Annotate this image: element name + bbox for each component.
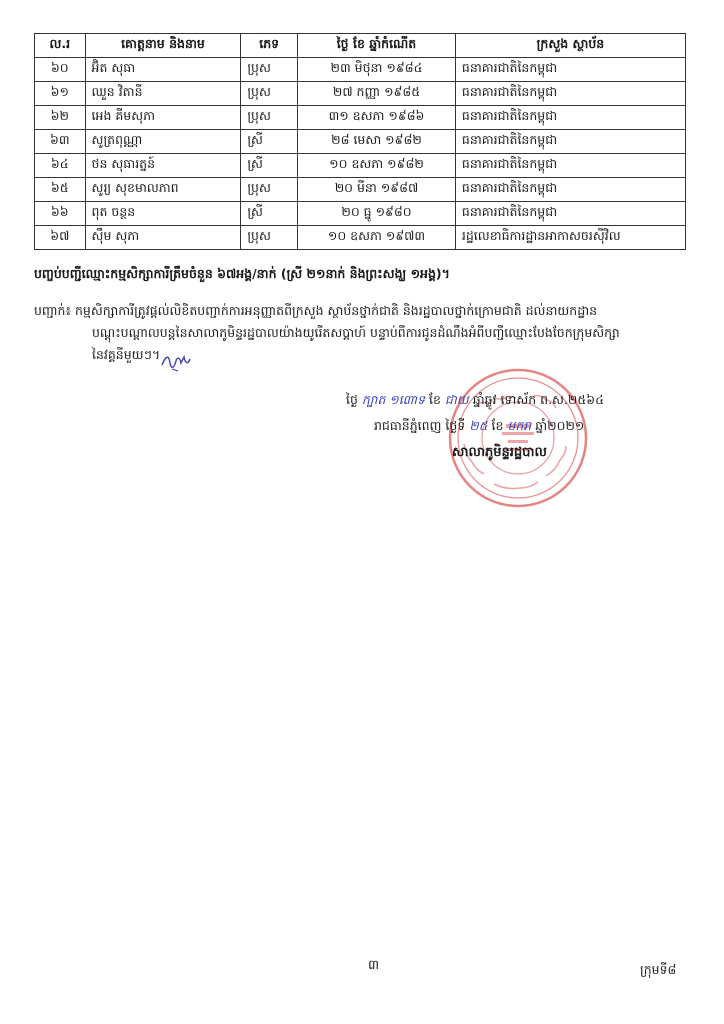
cell-dob: ២០ ធ្នូ ១៩៨០ xyxy=(298,202,456,226)
lunar-date-prefix: ថ្ងៃ xyxy=(346,392,358,407)
cell-sex: ស្រី xyxy=(241,154,298,178)
lunar-date-rest: ឆ្នាំឆ្លូវ ទោស័ក ព.ស.២៥៦៤ xyxy=(472,392,604,407)
cell-dob: ៣១ ឧសភា ១៩៨៦ xyxy=(298,106,456,130)
cell-ministry: ធនាគារជាតិនៃកម្ពុជា xyxy=(455,202,685,226)
cell-ministry: ធនាគារជាតិនៃកម្ពុជា xyxy=(455,82,685,106)
place-date-line xyxy=(374,418,584,437)
table-row xyxy=(35,58,686,82)
note-line-1 xyxy=(34,300,694,322)
table-row xyxy=(35,178,686,202)
cell-dob: ១០ ឧសភា ១៩៧៣ xyxy=(298,226,456,250)
cell-sex: ស្រី xyxy=(241,202,298,226)
lunar-day-handwritten: ក្បាត ១៣ោទ xyxy=(361,392,426,407)
cell-name: សូរ្យ សុខមាលភាព xyxy=(85,178,241,202)
cell-dob: ២៧ កញ្ញា ១៩៨៥ xyxy=(298,82,456,106)
lunar-month-handwritten: ជាយ xyxy=(444,392,469,407)
table-row xyxy=(35,226,686,250)
note-text-1: កម្មសិក្សាការីត្រូវផ្តល់លិខិតបញ្ជាក់ការអនុញ្ញាតពីក្រសួង ស្ថាប័នថ្នាក់ជាតិ និងរដ្ឋបាលថ្នាក់ក្រោមជាតិ ដល់នាយកដ្ឋាន xyxy=(74,303,598,318)
cell-dob: ២៨ មេសា ១៩៨២ xyxy=(298,130,456,154)
cell-no: ៦៧ xyxy=(35,226,86,250)
note-text-2: បណ្តុះបណ្តាលបន្តនៃសាលាភូមិន្ទរដ្ឋបាលយ៉ាងយូរើតសប្តាហ៍ បន្ទាប់ពីការជូនដំណឹងអំពីបញ្ជីឈ្មោះបែងចែកក្រុមសិក្សា xyxy=(92,325,620,340)
cell-no: ៦៦ xyxy=(35,202,86,226)
cell-sex: ប្រុស xyxy=(241,58,298,82)
header-no: ល.រ xyxy=(35,34,86,58)
cell-no: ៦២ xyxy=(35,106,86,130)
cell-no: ៦៥ xyxy=(35,178,86,202)
summary-line: បញ្ចប់បញ្ជីឈ្មោះកម្មសិក្សាការីត្រឹមចំនួន ៦៧អង្គ/នាក់ (ស្រី ២១នាក់ និងព្រះសង្ឃ ១អង្គ)។ xyxy=(34,266,450,281)
note-label: បញ្ជាក់៖ xyxy=(34,303,71,318)
cell-dob: ២០ មីនា ១៩៨៧ xyxy=(298,178,456,202)
note-text-3: នៃវគ្គនីមួយៗ។ xyxy=(92,347,161,362)
cell-name: អេង គីមសុភា xyxy=(85,106,241,130)
cell-name: អ៊ិត សុធា xyxy=(85,58,241,82)
cell-ministry: ធនាគារជាតិនៃកម្ពុជា xyxy=(455,178,685,202)
lunar-month-label: ខែ xyxy=(429,392,441,407)
cell-no: ៦៤ xyxy=(35,154,86,178)
cell-name: ស៊ឹម សុភា xyxy=(85,226,241,250)
cell-ministry: ធនាគារជាតិនៃកម្ពុជា xyxy=(455,154,685,178)
year-text: ឆ្នាំ២០២១ xyxy=(535,418,585,433)
cell-sex: ប្រុស xyxy=(241,178,298,202)
table-header-row xyxy=(35,34,686,58)
trainee-table xyxy=(34,33,686,250)
cell-ministry: ធនាគារជាតិនៃកម្ពុជា xyxy=(455,58,685,82)
month-label: ខែ xyxy=(491,418,504,433)
cell-name: ថន សុធារត្នន៍ xyxy=(85,154,241,178)
official-seal-icon xyxy=(446,366,590,510)
table-row xyxy=(35,154,686,178)
cell-name: សូត្រពុណ្ណា xyxy=(85,130,241,154)
table-row xyxy=(35,106,686,130)
header-ministry: ក្រសួង ស្ថាប័ន xyxy=(455,34,685,58)
cell-ministry: រដ្ឋលេខាធិការដ្ឋានអាកាសចរស៊ីវិល xyxy=(455,226,685,250)
cell-sex: ប្រុស xyxy=(241,226,298,250)
cell-sex: ស្រី xyxy=(241,130,298,154)
note-paragraph xyxy=(34,300,694,366)
cell-sex: ប្រុស xyxy=(241,82,298,106)
lunar-date-line xyxy=(346,392,604,411)
cell-ministry: ធនាគារជាតិនៃកម្ពុជា xyxy=(455,130,685,154)
group-label: ក្រុមទី៨ xyxy=(640,962,677,977)
day-handwritten: ២៥ xyxy=(469,418,488,433)
signatory-name: សាលាភូមិន្ទរដ្ឋបាល xyxy=(452,445,547,460)
cell-name: ពុត ចន្ថន xyxy=(85,202,241,226)
initials-signature-icon xyxy=(160,351,192,373)
page-number: ៣ xyxy=(368,958,380,973)
cell-no: ៦៣ xyxy=(35,130,86,154)
table-row xyxy=(35,82,686,106)
cell-ministry: ធនាគារជាតិនៃកម្ពុជា xyxy=(455,106,685,130)
cell-dob: ១០ ឧសភា ១៩៨២ xyxy=(298,154,456,178)
header-name: គោត្តនាម និងនាម xyxy=(85,34,241,58)
place-prefix: រាជធានីភ្នំពេញ ថ្ងៃទី xyxy=(374,418,466,433)
cell-no: ៦១ xyxy=(35,82,86,106)
month-handwritten: មករា xyxy=(507,418,532,433)
cell-dob: ២៣ មិថុនា ១៩៨៤ xyxy=(298,58,456,82)
header-dob: ថ្ងៃ ខែ ឆ្នាំកំណើត xyxy=(298,34,456,58)
table-row xyxy=(35,130,686,154)
header-sex: ភេទ xyxy=(241,34,298,58)
cell-sex: ប្រុស xyxy=(241,106,298,130)
table-row xyxy=(35,202,686,226)
cell-name: ឈួន វិតានី xyxy=(85,82,241,106)
cell-no: ៦០ xyxy=(35,58,86,82)
